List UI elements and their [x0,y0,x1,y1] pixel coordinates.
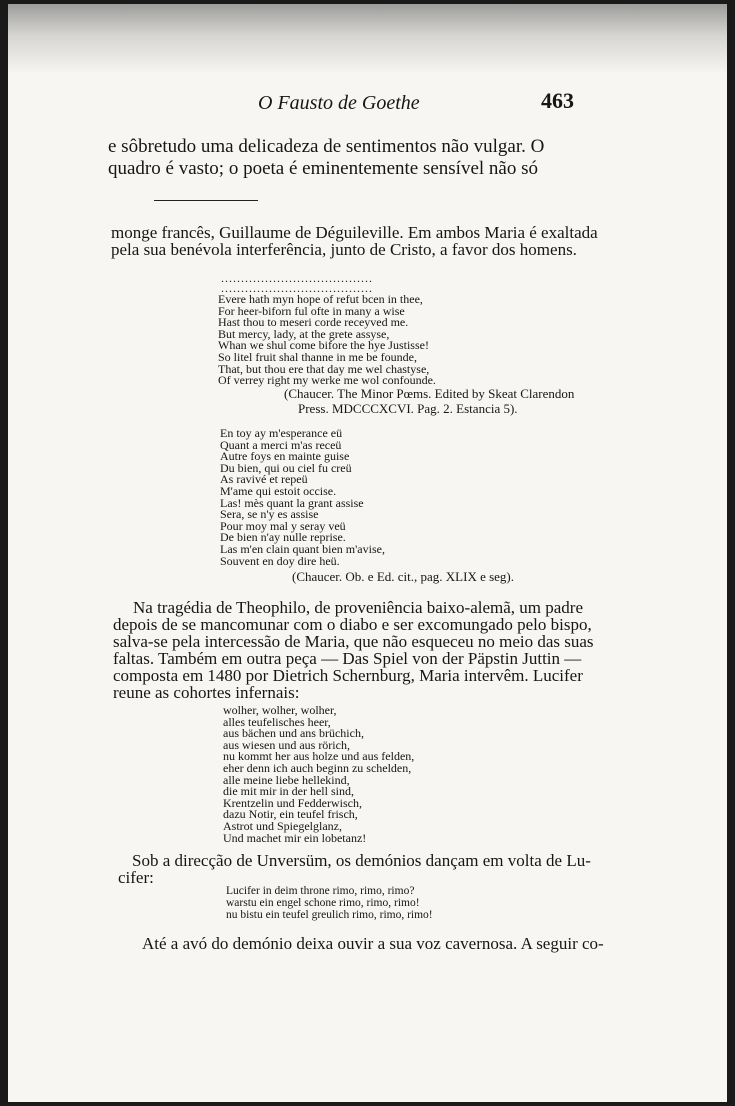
footnote-rule [154,200,258,201]
footnote-text [111,224,598,258]
verse-line: For heer-biforn ful ofte in many a wise [218,303,405,318]
page-number: 463 [541,88,574,113]
text-line: composta em 1480 por Dietrich Schernburg, Maria intervêm. Lucifer [113,666,583,685]
verse-line: As ravivé et repeü [220,472,308,487]
verse-line: Las! mès quant la grant assise [220,495,364,510]
verse-line: Las m'en clain quant bien m'avise, [220,541,385,556]
closing-line: Até a avó do demónio deixa ouvir a sua voz cavernosa. A seguir co- [142,934,604,953]
text-line: depois de se mancomunar com o diabo e ser excomungado pelo bispo, [113,615,592,634]
verse-line: Sera, se n'y es assise [220,507,319,522]
text-line: faltas. Também em outra peça — Das Spiel von der Päpstin Juttin — [113,649,582,668]
theophilus-paragraph [113,599,594,701]
citation-line: Press. MDCCCXCVI. Pag. 2. Estancia 5). [298,401,518,416]
verse-line: dazu Notir, ein teufel frisch, [223,807,358,822]
verse-line: aus wiesen und aus rörich, [223,737,350,752]
verse-line: Und machet mir ein lobetanz! [223,830,367,845]
verse-line: alles teufelisches heer, [223,714,331,729]
verse-line: Evere hath myn hope of refut bcen in thee, [218,292,423,306]
running-title: O Fausto de Goethe [258,92,420,114]
verse-line: wolher, wolher, wolher, [223,703,337,717]
verse-line: Krentzelin und Fedderwisch, [223,795,362,810]
text-line: salva-se pela intercessão de Maria, que não esqueceu no meio das suas [113,632,594,651]
ellipsis-row: ...................................... [221,271,373,285]
verse-line: M'ame qui estoit occise. [220,483,337,498]
verse-line: Lucifer in deim throne rimo, rimo, rimo? [226,885,415,897]
text-line: reune as cohortes infernais: [113,683,300,702]
text-line: pela sua benévola interferência, junto de Cristo, a favor dos homens. [111,240,577,259]
verse-line: But mercy, lady, at the grete assyse, [218,326,390,341]
verse-line: Hast thou to meseri corde receyved me. [218,315,409,330]
text-line: cifer: [118,868,154,887]
book-page [8,4,727,1102]
intro-text [108,136,544,180]
verse-line: Du bien, qui ou ciel fu creü [220,460,352,475]
verse-line: alle meine liebe hellekind, [223,772,350,787]
text-line: monge francês, Guillaume de Déguileville. Em ambos Maria é exaltada [111,223,598,242]
text-line: Sob a direcção de Unversüm, os demónios dançam em volta de Lu- [132,851,591,870]
citation-line: (Chaucer. The Minor Pœms. Edited by Skeat Clarendon [284,386,575,401]
verse-line: aus bächen und ans brüchich, [223,726,364,741]
text-line: quadro é vasto; o poeta é eminentemente sensível não só [108,158,539,179]
verse-line: nu bistu ein teufel greulich rimo, rimo, rimo! [226,909,433,921]
scan-shadow [8,4,727,74]
ellipsis-row: ...................................... [221,281,373,295]
verse-line: Quant a merci m'as receü [220,437,342,452]
verse-line: Pour moy mal y seray veü [220,518,346,533]
verse-line: Autre foys en mainte guise [220,449,350,464]
verse-line: So litel fruit shal thanne in me be founde, [218,349,417,364]
unversum-paragraph [118,852,591,886]
french-citation: (Chaucer. Ob. e Ed. cit., pag. XLIX e seg). [292,569,515,584]
verse-line: Souvent en doy dire heü. [220,553,340,568]
verse-line: warstu ein engel schone rimo, rimo, rimo! [226,897,420,909]
unversum-verse [226,885,433,921]
verse-line: nu kommt her aus holze und aus felden, [223,749,415,764]
chaucer-citation [284,386,574,416]
verse-line: Whan we shul come bifore the hye Justisse! [218,338,429,353]
verse-line: En toy ay m'esperance eü [220,426,343,440]
verse-line: Astrot und Spiegelglanz, [223,818,342,833]
chaucer-stanza [218,294,436,387]
text-line: Na tragédia de Theophilo, de proveniência baixo-alemã, um padre [133,598,584,617]
german-verse [223,705,414,844]
verse-line: die mit mir in der hell sind, [223,784,354,799]
verse-line: eher denn ich auch beginn zu schelden, [223,760,412,775]
verse-line: Of verrey right my werke me wol confounde. [218,373,436,388]
verse-line: That, but thou ere that day me wel chastyse, [218,361,430,376]
text-line: e sôbretudo uma delicadeza de sentimentos não vulgar. O [108,136,545,157]
verse-line: De bien n'ay nulle reprise. [220,530,346,545]
french-stanza [220,428,385,567]
